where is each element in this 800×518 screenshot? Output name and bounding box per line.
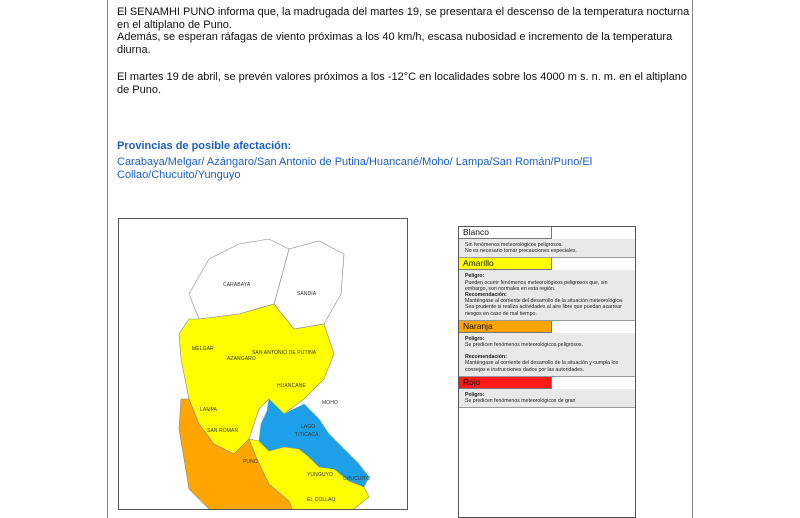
legend-naranja-title: Naranja bbox=[459, 321, 552, 333]
legend-blanco-line1: Sin fenómenos meteorológicos peligrosos. bbox=[465, 242, 563, 248]
legend-blanco-line2: No es necesario tomar precauciones especiales. bbox=[465, 248, 577, 255]
legend-blanco-body bbox=[459, 239, 635, 258]
map-label-chucuito: CHUCUITO bbox=[343, 476, 371, 482]
map-label-melgar: MELGAR bbox=[192, 346, 214, 352]
map-label-san-roman: SAN ROMAN bbox=[207, 428, 239, 434]
map-label-titicaca: TITICACA bbox=[295, 432, 319, 438]
alert-legend bbox=[458, 226, 636, 518]
map-label-moho: MOHO bbox=[322, 400, 338, 406]
legend-naranja-rec-text: Manténgase al corriente del desarrollo de la situación y cumpla los consejos e instrucciones dados por las autoridades. bbox=[465, 360, 619, 373]
legend-rojo-peligro-text: Se predicen fenómenos meteorológicos de gran bbox=[465, 398, 576, 405]
provinces-list: Carabaya/Melgar/ Azángaro/San Antonio de Putina/Huancané/Moho/ Lampa/San Román/Puno/El Collao/Chucuito/Yunguyo bbox=[117, 156, 593, 181]
legend-naranja-peligro-text: Se predicen fenómenos meteorológicos peligrosos. bbox=[465, 342, 583, 349]
legend-amarillo-rec-text: Manténgase al corriente del desarrollo de la situación meteorológica. Sea prudente si realiza actividades al aire libre que puedan acarrear riesgos en caso de mal tiempo. bbox=[465, 298, 624, 317]
risk-map bbox=[118, 218, 408, 510]
map-label-sandia: SANDIA bbox=[297, 291, 317, 297]
map-label-azangaro: AZANGARO bbox=[227, 356, 256, 362]
wind-paragraph: Además, se esperan ráfagas de viento próximas a los 40 km/h, escasa nubosidad e incremento de la temperatura diurna. bbox=[117, 31, 673, 56]
map-label-putina: SAN ANTONIO DE PUTINA bbox=[252, 350, 317, 356]
provinces-title: Provincias de posible afectación: bbox=[117, 140, 292, 152]
legend-naranja-peligro-label: Peligro: bbox=[465, 335, 485, 342]
legend-amarillo-title: Amarillo bbox=[459, 258, 552, 270]
legend-amarillo-rec-label: Recomendación: bbox=[465, 292, 507, 299]
legend-amarillo-peligro-label: Peligro: bbox=[465, 273, 485, 280]
legend-naranja-rec-label: Recomendación: bbox=[465, 354, 507, 361]
map-svg bbox=[119, 219, 407, 509]
map-label-lago: LAGO bbox=[301, 424, 316, 430]
intro-paragraph: El SENAMHI PUNO informa que, la madrugada del martes 19, se presentara el descenso de la temperatura nocturna en el altiplano de Puno. bbox=[117, 6, 690, 31]
legend-rojo-body bbox=[459, 389, 635, 408]
map-label-carabaya: CARABAYA bbox=[223, 282, 251, 288]
map-label-puno: PUNO bbox=[243, 459, 258, 465]
temperature-paragraph: El martes 19 de abril, se prevén valores próximos a los -12°C en localidades sobre los 4000 m s. n. m. en el altiplano de Puno. bbox=[117, 71, 687, 96]
legend-amarillo-peligro-text: Pueden ocurrir fenómenos meteorológicos peligrosos que, sin embargo, son normales en esta región. bbox=[465, 279, 608, 292]
map-label-lampa: LAMPA bbox=[200, 407, 218, 413]
map-label-huancane: HUANCANE bbox=[277, 383, 306, 389]
legend-naranja-body bbox=[459, 333, 635, 377]
legend-rojo-title: Rojo bbox=[459, 377, 552, 389]
legend-blanco-title: Blanco bbox=[459, 227, 552, 239]
legend-rojo-peligro-label: Peligro: bbox=[465, 391, 485, 398]
legend-amarillo-body bbox=[459, 270, 635, 320]
map-label-yunguyo: YUNGUYO bbox=[307, 472, 333, 478]
map-label-el-collao: EL COLLAO bbox=[307, 497, 336, 503]
